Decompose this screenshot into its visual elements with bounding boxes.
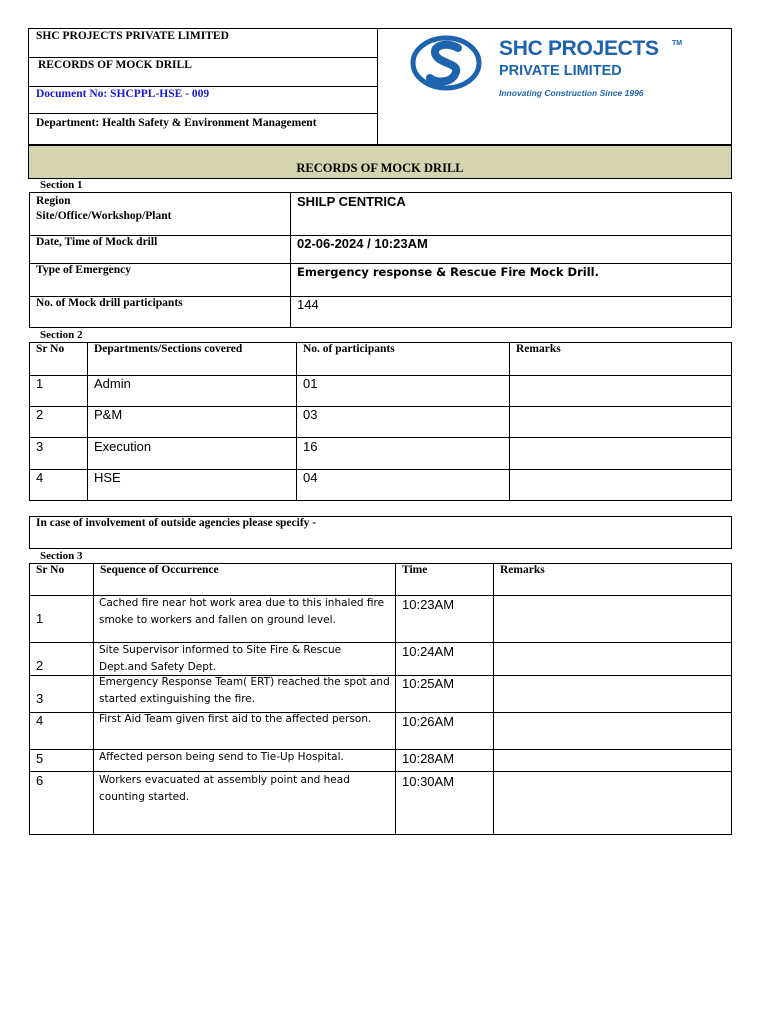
section2-table	[29, 342, 732, 501]
s3-row2-time: 10:24AM	[402, 644, 455, 659]
header-rule	[28, 113, 377, 114]
s3-row1-line1: Cached fire near hot work area due to this inhaled fire	[99, 597, 385, 609]
department-name: Department: Health Safety & Environment Management	[36, 117, 317, 129]
s3-row2-line2: Dept.and Safety Dept.	[99, 661, 217, 673]
header-divider	[377, 28, 378, 145]
trademark-mark: TM	[672, 40, 683, 47]
s3-row1-line2: smoke to workers and fallen on ground level.	[99, 614, 336, 626]
section2-col-divider	[509, 342, 510, 501]
emergency-type-label: Type of Emergency	[36, 264, 131, 276]
company-name: SHC PROJECTS PRIVATE LIMITED	[36, 30, 229, 42]
s3-row5-line1: Affected person being send to Tie-Up Hospital.	[99, 751, 344, 763]
s2-row4-count: 04	[303, 470, 318, 485]
region-label-line1: Region	[36, 195, 71, 207]
s2-row3-count: 16	[303, 439, 318, 454]
s3-row4-sr: 4	[36, 713, 44, 728]
company-logo	[410, 34, 710, 100]
s3-row6-sr: 6	[36, 773, 44, 788]
logo-line2: PRIVATE LIMITED	[499, 63, 622, 79]
s3-row1-sequence	[99, 595, 384, 629]
section3-col-divider	[395, 563, 396, 835]
emergency-type-value: Emergency response & Rescue Fire Mock Drill.	[297, 265, 599, 279]
participants-value: 144	[297, 297, 319, 312]
s3-row2-sr: 2	[36, 658, 44, 673]
s3-row3-line1: Emergency Response Team( ERT) reached the spot and	[99, 676, 390, 688]
s3-row6-line1: Workers evacuated at assembly point and head	[99, 774, 350, 786]
logo-line1: SHC PROJECTS	[499, 37, 659, 60]
s2-row4-sr: 4	[36, 470, 44, 485]
s3-row3-sr: 3	[36, 691, 44, 706]
s3-row1-sr: 1	[36, 611, 44, 626]
section2-row-rule	[29, 406, 732, 407]
s3-row6-sequence	[99, 772, 350, 806]
s2-row3-sr: 3	[36, 439, 44, 454]
section2-row-rule	[29, 469, 732, 470]
region-label	[36, 194, 171, 224]
s3-row6-time: 10:30AM	[402, 774, 455, 789]
s3-row4-time: 10:26AM	[402, 714, 455, 729]
s2-row2-dept: P&M	[94, 407, 123, 422]
section3-label: Section 3	[40, 550, 83, 562]
s2-row1-count: 01	[303, 376, 318, 391]
date-value: 02-06-2024 / 10:23AM	[297, 236, 428, 251]
outside-agencies-text: In case of involvement of outside agencies please specify -	[36, 517, 317, 529]
participants-label: No. of Mock drill participants	[36, 297, 183, 309]
s3-header-remarks: Remarks	[500, 564, 545, 576]
date-label: Date, Time of Mock drill	[36, 236, 158, 248]
s3-row3-sequence	[99, 674, 390, 708]
section3-col-divider	[493, 563, 494, 835]
s3-row2-sequence	[99, 642, 341, 676]
s2-row3-dept: Execution	[94, 439, 152, 454]
logo-tagline: Innovating Construction Since 1996	[499, 88, 644, 98]
s2-header-dept: Departments/Sections covered	[94, 343, 243, 355]
s3-row5-sr: 5	[36, 751, 44, 766]
s3-header-time: Time	[402, 564, 428, 576]
s2-header-sr: Sr No	[36, 343, 65, 355]
s3-row1-time: 10:23AM	[402, 597, 455, 612]
s3-row5-time: 10:28AM	[402, 751, 455, 766]
section3-col-divider	[93, 563, 94, 835]
s3-row3-time: 10:25AM	[402, 676, 455, 691]
s2-header-count: No. of participants	[303, 343, 395, 355]
s2-row4-dept: HSE	[94, 470, 121, 485]
s3-header-sr: Sr No	[36, 564, 65, 576]
banner-title: RECORDS OF MOCK DRILL	[296, 161, 464, 175]
document-title: RECORDS OF MOCK DRILL	[38, 59, 192, 71]
s3-row2-line1: Site Supervisor informed to Site Fire & Rescue	[99, 644, 342, 656]
s3-header-sequence: Sequence of Occurrence	[100, 564, 219, 576]
document-number: Document No: SHCPPL-HSE - 009	[36, 88, 210, 100]
section1-label: Section 1	[40, 179, 83, 191]
section2-row-rule	[29, 375, 732, 376]
section1-row-rule	[29, 263, 732, 264]
s3-row4-line1: First Aid Team given first aid to the affected person.	[99, 713, 372, 725]
s3-row6-line2: counting started.	[99, 791, 190, 803]
s3-row3-line2: started extinguishing the fire.	[99, 693, 256, 705]
s2-row2-sr: 2	[36, 407, 44, 422]
section2-col-divider	[296, 342, 297, 501]
s2-row1-sr: 1	[36, 376, 44, 391]
section2-row-rule	[29, 437, 732, 438]
s3-row4-sequence	[99, 711, 371, 728]
section2-col-divider	[87, 342, 88, 501]
s2-row1-dept: Admin	[94, 376, 131, 391]
swirl-logo-icon	[410, 34, 482, 92]
section2-label: Section 2	[40, 329, 83, 341]
s2-header-remarks: Remarks	[516, 343, 561, 355]
s2-row2-count: 03	[303, 407, 318, 422]
region-label-line2: Site/Office/Workshop/Plant	[36, 210, 172, 222]
section1-col-divider	[290, 192, 291, 328]
region-value: SHILP CENTRICA	[297, 194, 406, 209]
s3-row5-sequence	[99, 749, 344, 766]
